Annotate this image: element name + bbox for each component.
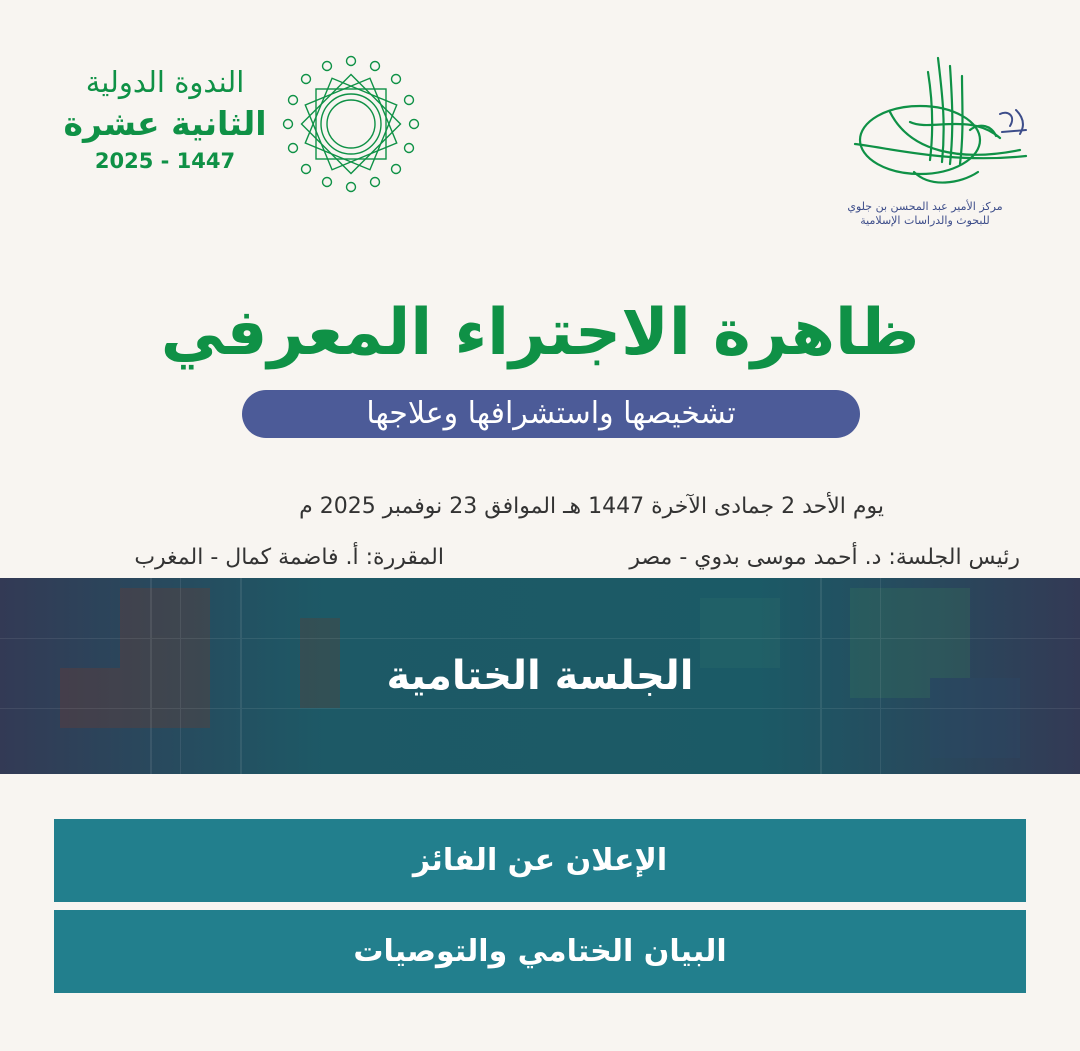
main-title: ظاهرة الاجتراء المعرفي [160,296,920,370]
center-name-line2: للبحوث والدراسات الإسلامية [860,214,990,227]
symposium-logo-text [40,62,290,176]
islamic-star-icon [282,55,420,193]
session-chair: رئيس الجلسة: د. أحمد موسى بدوي - مصر [629,545,1020,570]
banner-title: الجلسة الختامية [386,653,694,699]
session-rapporteur: المقررة: أ. فاضمة كمال - المغرب [134,545,444,570]
subtitle-pill: تشخيصها واستشرافها وعلاجها [242,390,860,438]
center-name [820,200,1030,228]
session-banner [0,578,1080,774]
symposium-years: 2025 - 1447 [94,149,236,173]
symposium-name-line2: الثانية عشرة [63,104,267,143]
calligraphy-logo-icon [850,52,1032,200]
session-date: يوم الأحد 2 جمادى الآخرة 1447 هـ الموافق 23 نوفمبر 2025 م [299,494,884,519]
agenda-item-winner: الإعلان عن الفائز [54,819,1026,902]
center-name-line1: مركز الأمير عبد المحسن بن جلوي [847,200,1003,213]
agenda-item-statement: البيان الختامي والتوصيات [54,910,1026,993]
symposium-name-line1: الندوة الدولية [85,65,245,99]
